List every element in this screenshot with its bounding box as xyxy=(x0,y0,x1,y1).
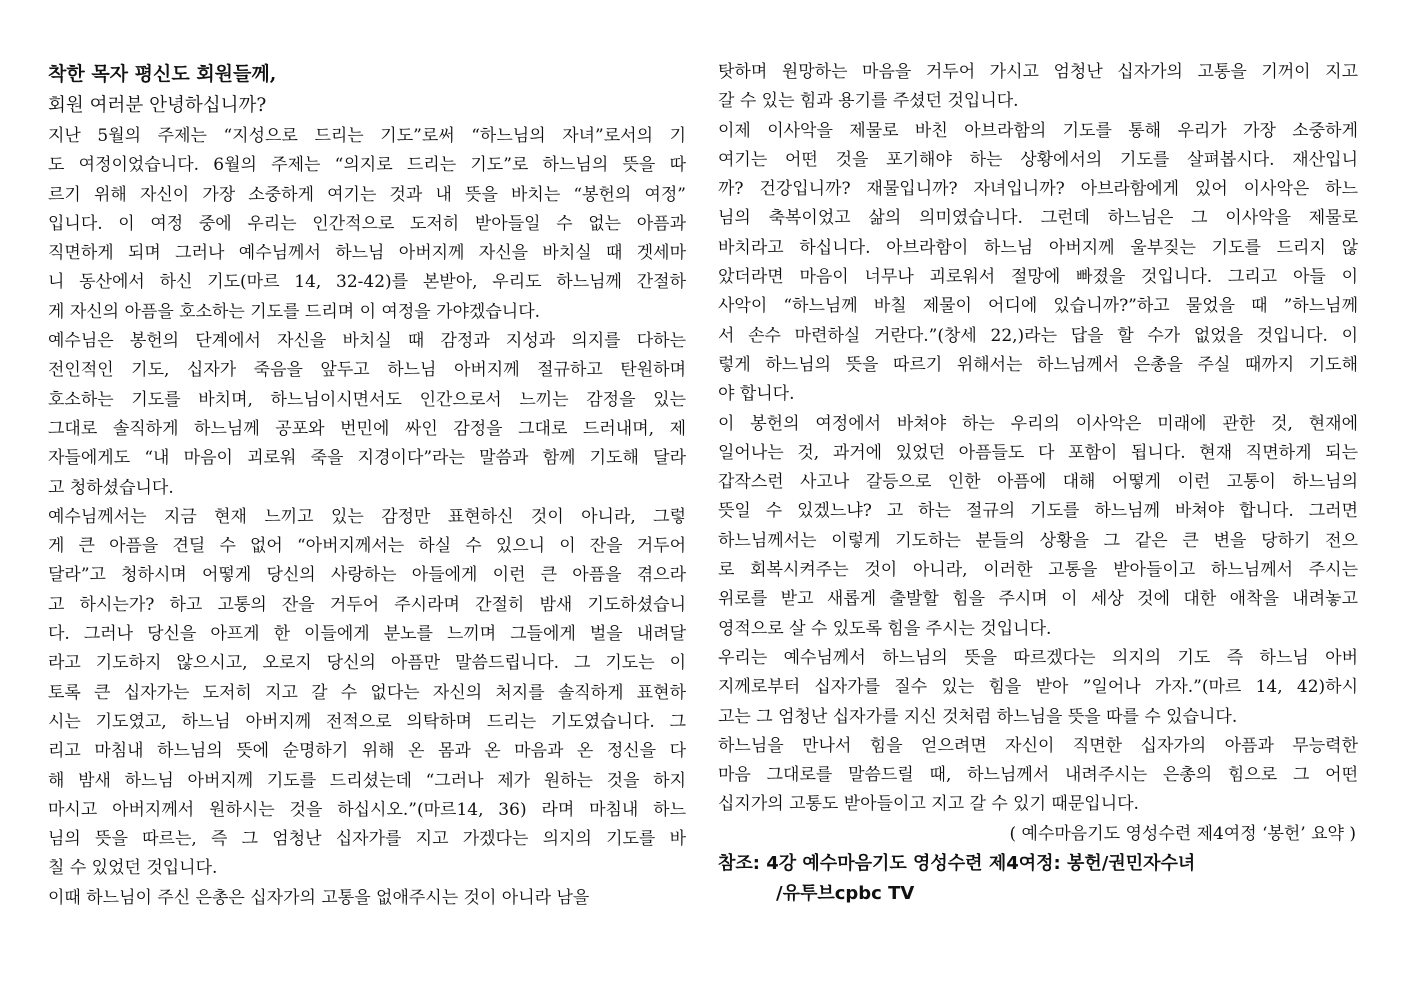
text-line: 렇게 하느님의 뜻을 따르기 위해서는 하느님께서 은총을 주실 때까지 기도해 xyxy=(718,354,1358,375)
text-line: 십지가의 고통도 받아들이고 지고 갈 수 있기 때문입니다. xyxy=(718,794,1139,815)
text-line: 칠 수 있었던 것입니다. xyxy=(48,858,218,879)
text-line: 일어나는 것, 과거에 있었던 아픔들도 다 포함이 됩니다. 현재 직면하게 되는 xyxy=(718,442,1358,463)
text-line: 예수님은 봉헌의 단계에서 자신을 바치실 때 감정과 지성과 의지를 다하는 xyxy=(48,331,686,352)
text-line: 고 하시는가? 하고 고통의 잔을 거두어 주시라며 간절히 밤새 기도하셨습니 xyxy=(48,594,686,615)
text-line: 까? 건강입니까? 재물입니까? 자녀입니까? 아브라함에게 있어 이사악은 하느 xyxy=(718,179,1358,200)
text-line: 전인적인 기도, 십자가 죽음을 앞두고 하느님 아버지께 절규하고 탄원하며 xyxy=(48,360,686,381)
text-line: 하느님께서는 이렇게 기도하는 분들의 상황을 그 같은 큰 변을 당하기 전으 xyxy=(718,530,1358,551)
text-line: 지난 5월의 주제는 “지성으로 드리는 기도”로써 “하느님의 자녀”로서의 기 xyxy=(48,126,686,146)
source-citation: ( 예수마음기도 영성수련 제4여정 ‘봉헌’ 요약 ) xyxy=(1009,823,1356,844)
text-line: 입니다. 이 여정 중에 우리는 인간적으로 도저히 받아들일 수 없는 아픔과 xyxy=(48,213,686,234)
text-line: 도 여정이었습니다. 6월의 주제는 “의지로 드리는 기도”로 하느님의 뜻을 따 xyxy=(48,155,686,176)
text-line: 호소하는 기도를 바치며, 하느님이시면서도 인간으로서 느끼는 감정을 있는 xyxy=(48,389,686,410)
text-line: 직면하게 되며 그러나 예수님께서 하느님 아버지께 자신을 바치실 때 겟세마 xyxy=(48,243,686,264)
text-line: 자들에게도 “내 마음이 괴로워 죽을 지경이다”라는 말씀과 함께 기도해 달라 xyxy=(48,448,686,469)
text-line: 르기 위해 자신이 가장 소중하게 여기는 것과 내 뜻을 바치는 “봉헌의 여정” xyxy=(48,184,686,205)
text-line: 님의 뜻을 따르는, 즉 그 엄청난 십자가를 지고 가겠다는 의지의 기도를 바 xyxy=(48,829,686,850)
text-line: 마시고 아버지께서 원하시는 것을 하십시오.”(마르14, 36) 라며 마침내 하느 xyxy=(48,799,686,820)
right-column xyxy=(718,58,1358,909)
text-line: 라고 기도하지 않으시고, 오로지 당신의 아픔만 말씀드립니다. 그 기도는 이 xyxy=(48,653,686,674)
text-line: 게 자신의 아픔을 호소하는 기도를 드리며 이 여정을 가야겠습니다. xyxy=(48,301,541,322)
right-body-text xyxy=(718,58,1358,820)
text-line: 님의 축복이었고 삶의 의미였습니다. 그런데 하느님은 그 이사악을 제물로 xyxy=(718,208,1358,229)
text-line: 뜻일 수 있겠느냐? 고 하는 절규의 기도를 하느님께 바쳐야 합니다. 그러면 xyxy=(718,501,1358,522)
text-line: 사악이 “하느님께 바칠 제물이 어디에 있습니까?”하고 물었을 때 ”하느님께 xyxy=(718,296,1358,317)
text-line: 우리는 예수님께서 하느님의 뜻을 따르겠다는 의지의 기도 즉 하느님 아버 xyxy=(718,647,1358,668)
text-line: 았더라면 마음이 너무나 괴로워서 절망에 빠졌을 것입니다. 그리고 아들 이 xyxy=(718,267,1358,288)
text-line: 그대로 솔직하게 하느님께 공포와 번민에 싸인 감정을 그대로 드러내며, 제 xyxy=(48,418,686,439)
text-line: 고 청하셨습니다. xyxy=(48,477,174,498)
paragraph xyxy=(718,117,1358,410)
paragraph xyxy=(718,58,1358,117)
text-line: 니 동산에서 하신 기도(마르 14, 32-42)를 본받아, 우리도 하느님께 간절하 xyxy=(48,272,686,293)
paragraph xyxy=(718,410,1358,644)
text-line: 다. 그러나 당신을 아프게 한 이들에게 분노를 느끼며 그들에게 벌을 내려달 xyxy=(48,624,686,645)
paragraph xyxy=(48,884,686,913)
paragraph xyxy=(48,503,686,884)
text-line: 해 밤새 하느님 아버지께 기도를 드리셨는데 “그러나 제가 원하는 것을 하지 xyxy=(48,770,686,791)
text-line: 위로를 받고 새롭게 출발할 힘을 주시며 이 세상 것에 대한 애착을 내려놓고 xyxy=(718,589,1358,610)
text-line: 바치라고 하십니다. 아브라함이 하느님 아버지께 울부짖는 기도를 드리지 않 xyxy=(718,237,1358,258)
paragraph xyxy=(718,644,1358,732)
text-line: 달라”고 청하시며 어떻게 당신의 사랑하는 아들에게 이런 큰 아픔을 겪으라 xyxy=(48,565,686,586)
text-line: 지께로부터 십자가를 질수 있는 힘을 받아 ”일어나 가자.”(마르 14, 42)하시 xyxy=(718,677,1358,698)
left-column xyxy=(48,58,686,913)
text-line: 갈 수 있는 힘과 용기를 주셨던 것입니다. xyxy=(718,91,1019,112)
text-line: 마음 그대로를 말씀드릴 때, 하느님께서 내려주시는 은총의 힘으로 그 어떤 xyxy=(718,765,1358,786)
paragraph xyxy=(48,122,686,327)
text-line: 하느님을 만나서 힘을 얻으려면 자신이 직면한 십자가의 아픔과 무능력한 xyxy=(718,735,1358,756)
text-line: 야 합니다. xyxy=(718,384,795,405)
paragraph xyxy=(48,327,686,503)
reference-line: 참조: 4강 예수마음기도 영성수련 제4여정: 봉헌/권민자수녀 xyxy=(718,853,1196,875)
text-line: 로 회복시켜주는 것이 아니라, 이러한 고통을 받아들이고 하느님께서 주시는 xyxy=(718,560,1358,581)
text-line: 예수님께서는 지금 현재 느끼고 있는 감정만 표현하신 것이 아니라, 그렇 xyxy=(48,506,686,527)
text-line: 이제 이사악을 제물로 바친 아브라함의 기도를 통해 우리가 가장 소중하게 xyxy=(718,120,1358,141)
text-line: 탓하며 원망하는 마음을 거두어 가시고 엄청난 십자가의 고통을 기꺼이 지고 xyxy=(718,62,1358,82)
text-line: 게 큰 아픔을 견딜 수 없어 “아버지께서는 하실 수 있으니 이 잔을 거두어 xyxy=(48,536,686,557)
text-line: 영적으로 살 수 있도록 힘을 주시는 것입니다. xyxy=(718,618,1052,639)
text-line: 리고 마침내 하느님의 뜻에 순명하기 위해 온 몸과 온 마음과 온 정신을 다 xyxy=(48,741,686,762)
letter-heading: 착한 목자 평신도 회원들께, xyxy=(48,63,277,85)
text-line: 시는 기도였고, 하느님 아버지께 전적으로 의탁하며 드리는 기도였습니다. 그 xyxy=(48,711,686,732)
paragraph xyxy=(718,732,1358,820)
text-line: 이 봉헌의 여정에서 바쳐야 하는 우리의 이사악은 미래에 관한 것, 현재에 xyxy=(718,413,1358,434)
greeting-line: 회원 여러분 안녕하십니까? xyxy=(48,95,267,116)
left-body-text xyxy=(48,122,686,913)
text-line: 토록 큰 십자가는 도저히 지고 갈 수 없다는 자신의 처지를 솔직하게 표현하 xyxy=(48,682,686,703)
text-line: 이때 하느님이 주신 은총은 십자가의 고통을 없애주시는 것이 아니라 남을 xyxy=(48,887,590,908)
text-line: 고는 그 엄청난 십자가를 지신 것처럼 하느님을 뜻을 따를 수 있습니다. xyxy=(718,706,1238,727)
reference-line-continued: /유투브cpbc TV xyxy=(776,883,915,905)
text-line: 갑작스런 사고나 갈등으로 인한 아픔에 대해 어떻게 이런 고통이 하느님의 xyxy=(718,472,1358,493)
text-line: 여기는 어떤 것을 포기해야 하는 상황에서의 기도를 살펴봅시다. 재산입니 xyxy=(718,149,1358,170)
text-line: 서 손수 마련하실 거란다.”(창세 22,)라는 답을 할 수가 없었을 것입니다. 이 xyxy=(718,325,1358,346)
